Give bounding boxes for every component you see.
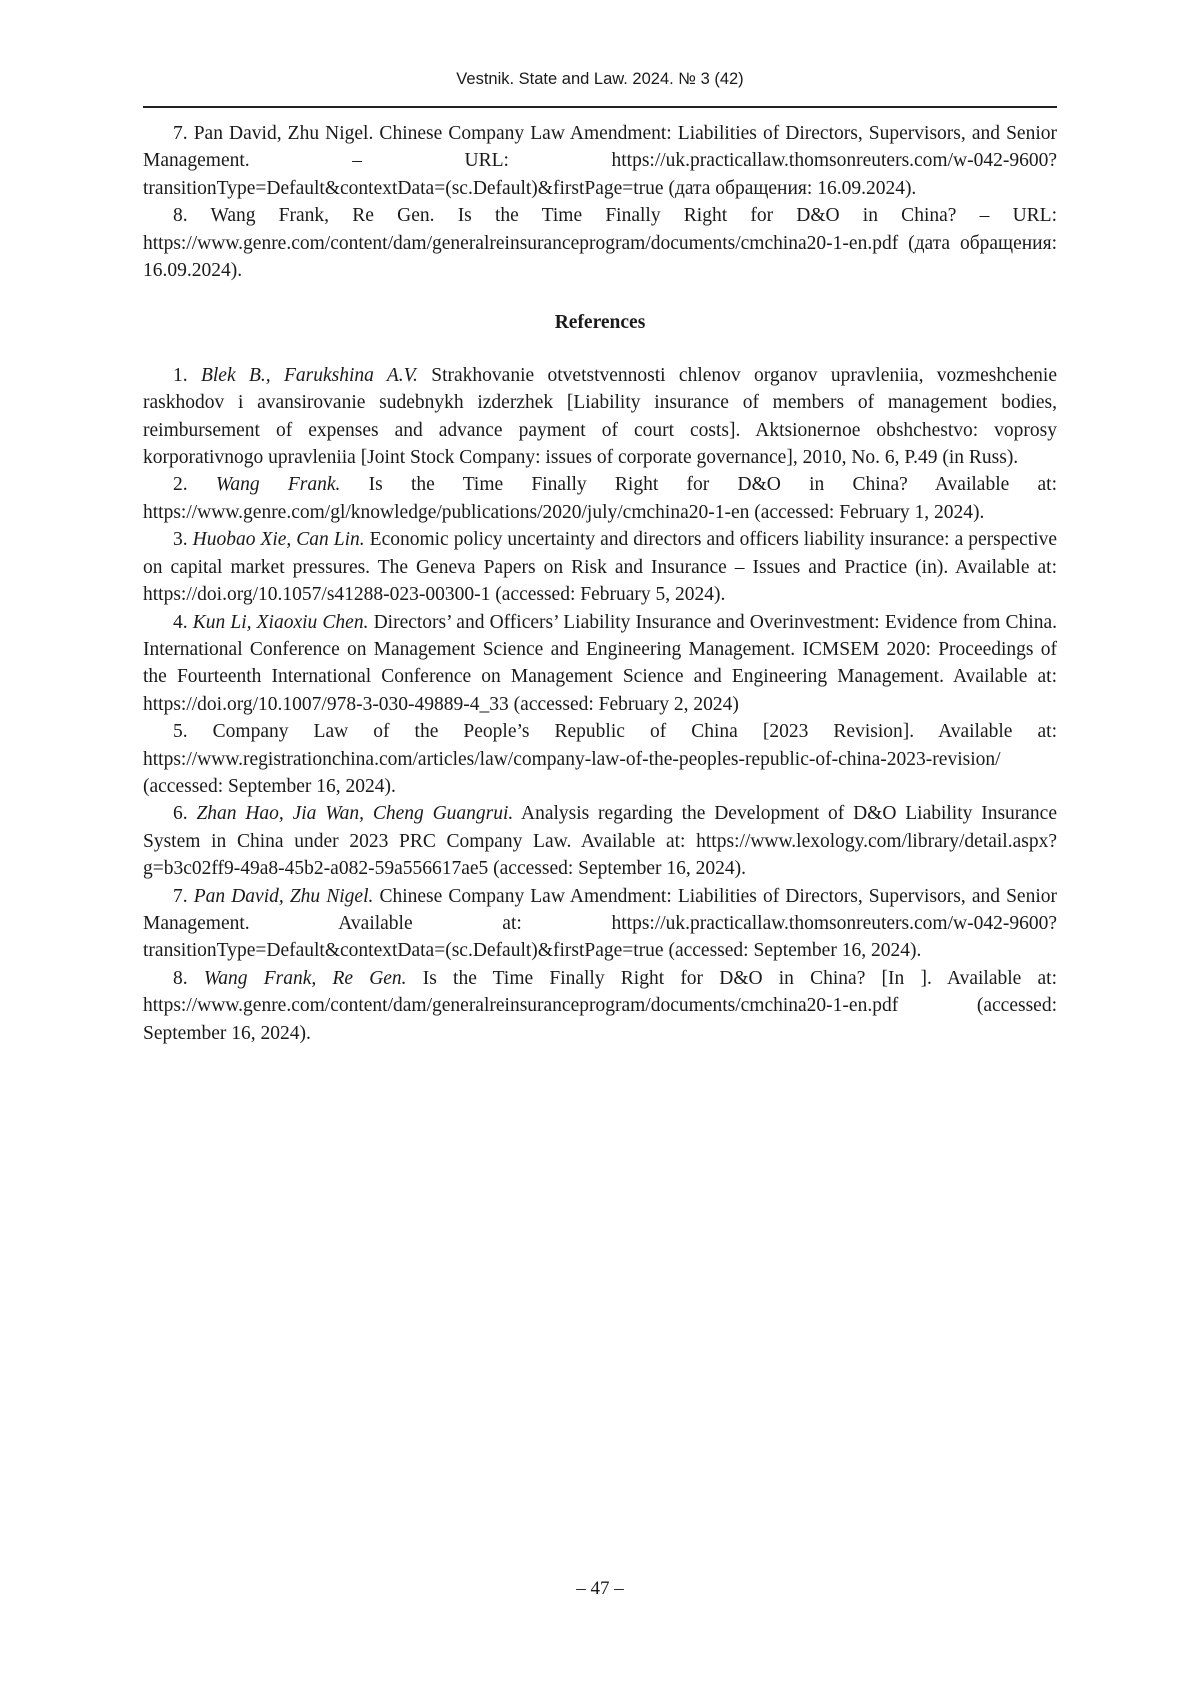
reference-item <box>143 718 1057 800</box>
page-number: – 47 – <box>0 1578 1200 1600</box>
ref-number: 8. <box>173 968 204 989</box>
ref-text: Is the Time Finally Right for D&O in China? Available at: https://www.genre.com/gl/knowledge/publications/2020/july/cmchina20-1-en (accessed: February 1, 2024). <box>143 474 1057 522</box>
page-body <box>143 120 1057 1047</box>
ref-text: Company Law of the People’s Republic of China [2023 Revision]. Available at: https://www.registrationchina.com/articles/law/company-law-of-the-peoples-republic-of-china-2023-revision/ (accessed: September 16, 2024). <box>143 721 1057 797</box>
reference-item <box>143 800 1057 882</box>
ref-number: 4. <box>173 612 193 633</box>
reference-item <box>143 965 1057 1047</box>
reference-item <box>143 883 1057 965</box>
ref-number: 5. <box>173 721 213 742</box>
header-rule <box>143 106 1057 108</box>
ref-authors: Blek B., Farukshina A.V. <box>201 365 418 386</box>
references-list <box>143 362 1057 1047</box>
ref-number: 7. <box>173 886 194 907</box>
ref-number: 6. <box>173 803 196 824</box>
reference-item <box>143 609 1057 719</box>
reference-item <box>143 526 1057 608</box>
ref-text: Economic policy uncertainty and directors and officers liability insurance: a perspective on capital market pressures. The Geneva Papers on Risk and Insurance – Issues and Practice (in). Available at: https://doi.org/10.1057/s41288-023-00300-1 (accessed: February 5, 2024). <box>143 529 1057 605</box>
ref-text: Chinese Company Law Amendment: Liabilities of Directors, Supervisors, and Senior Management. Available at: https://uk.practicallaw.thomsonreuters.com/w-042-9600?transitionType=Default&contextData=(sc.Default)&firstPage=true (accessed: September 16, 2024). <box>143 886 1057 962</box>
ref-authors: Wang Frank, Re Gen. <box>204 968 407 989</box>
ref-authors: Zhan Hao, Jia Wan, Cheng Guangrui. <box>196 803 513 824</box>
references-heading: References <box>143 309 1057 336</box>
ref-text: Is the Time Finally Right for D&O in China? [In ]. Available at: https://www.genre.com/content/dam/generalreinsuranceprogram/documents/cmchina20-1-en.pdf (accessed: September 16, 2024). <box>143 968 1057 1044</box>
ref-number: 2. <box>173 474 216 495</box>
ref-number: 1. <box>173 365 201 386</box>
reference-item <box>143 362 1057 472</box>
ref-text: Directors’ and Officers’ Liability Insurance and Overinvestment: Evidence from China. International Conference on Management Science and Engineering Management. ICMSEM 2020: Proceedings of the Fourteenth International Conference on Management Science and Engineering Management. Available at: https://doi.org/10.1007/978-3-030-49889-4_33 (accessed: February 2, 2024) <box>143 612 1057 715</box>
running-header: Vestnik. State and Law. 2024. № 3 (42) <box>143 70 1057 89</box>
ref-number: 3. <box>173 529 193 550</box>
note-8: 8. Wang Frank, Re Gen. Is the Time Finally Right for D&O in China? – URL: https://www.genre.com/content/dam/generalreinsuranceprogram/documents/cmchina20-1-en.pdf (дата обращения: 16.09.2024). <box>143 202 1057 284</box>
ref-authors: Pan David, Zhu Nigel. <box>194 886 374 907</box>
ref-text: Analysis regarding the Development of D&O Liability Insurance System in China under 2023 PRC Company Law. Available at: https://www.lexology.com/library/detail.aspx?g=b3c02ff9-49a8-45b2-a082-59a556617ae5 (accessed: September 16, 2024). <box>143 803 1057 879</box>
ref-authors: Wang Frank. <box>216 474 341 495</box>
ref-authors: Huobao Xie, Can Lin. <box>193 529 365 550</box>
ref-text: Strakhovanie otvetstvennosti chlenov organov upravleniia, vozmeshchenie raskhodov i avansirovanie sudebnykh izderzhek [Liability insurance of members of management bodies, reimbursement of expenses and advance payment of court costs]. Aktsionernoe obshchestvo: voprosy korporativnogo upravleniia [Joint Stock Company: issues of corporate governance], 2010, No. 6, P.49 (in Russ). <box>143 365 1057 468</box>
ref-authors: Kun Li, Xiaoxiu Chen. <box>193 612 369 633</box>
note-7: 7. Pan David, Zhu Nigel. Chinese Company Law Amendment: Liabilities of Directors, Supervisors, and Senior Management. – URL: https://uk.practicallaw.thomsonreuters.com/w-042-9600?transitionType=Default&contextData=(sc.Default)&firstPage=true (дата обращения: 16.09.2024). <box>143 120 1057 202</box>
reference-item <box>143 471 1057 526</box>
